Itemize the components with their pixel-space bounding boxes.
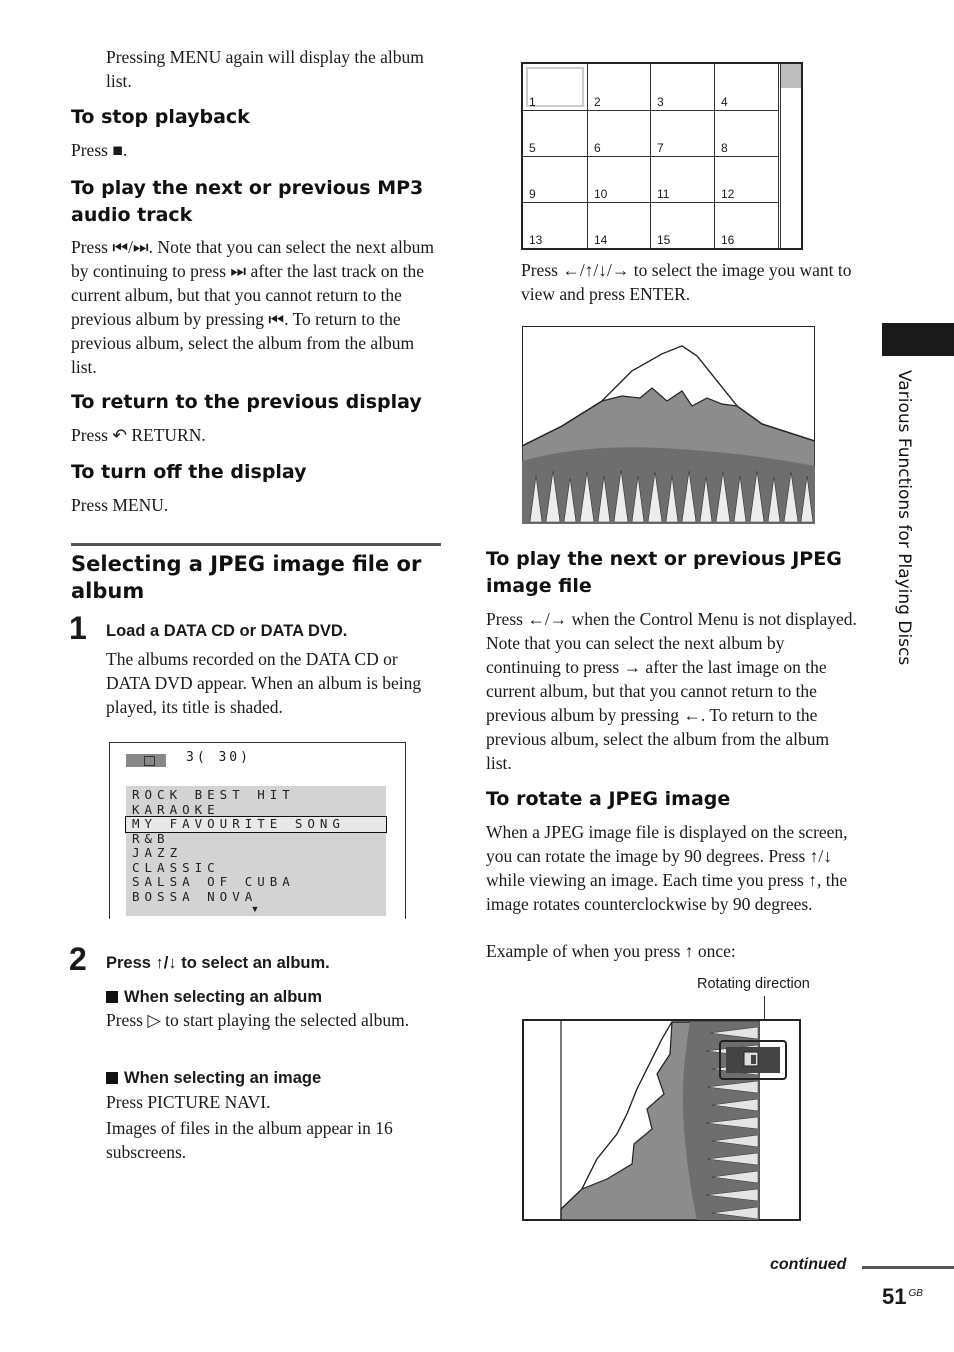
section-divider <box>71 543 441 546</box>
jpeg-next-heading: To play the next or previous JPEG image file <box>486 548 842 597</box>
stop-playback-text: Press ■. <box>71 140 128 160</box>
grid-cell[interactable]: 13 <box>523 203 588 248</box>
album-item-selected[interactable]: MY FAVOURITE SONG <box>126 817 386 832</box>
grid-cell[interactable]: 4 <box>715 64 779 111</box>
step-1-text: The albums recorded on the DATA CD or DATA DVD appear. When an album is being played, its title is shaded. <box>106 649 422 717</box>
jpeg-next-text: Press ←/→ when the Control Menu is not displayed. Note that you can select the next album by continuing to press → after the last image on the current album, but that you cannot return to the previous album by pressing ←. To return to the previous album, select the album from the album list. <box>486 609 857 773</box>
intro-text: Pressing MENU again will display the album list. <box>106 47 424 91</box>
album-item[interactable]: KARAOKE <box>132 801 220 817</box>
grid-cell[interactable]: 1 <box>523 64 588 111</box>
album-item[interactable]: ROCK BEST HIT <box>132 787 295 802</box>
grid-cell[interactable]: 9 <box>523 157 588 203</box>
grid-cell[interactable]: 3 <box>651 64 715 111</box>
rotate-text: When a JPEG image file is displayed on the screen, you can rotate the image by 90 degrees. Press ↑/↓ while viewing an image. Each time you press ↑, the image rotates counterclockwise by 90 degrees. <box>486 822 848 914</box>
grid-cell[interactable]: 8 <box>715 111 779 157</box>
grid-cell[interactable]: 16 <box>715 203 779 248</box>
grid-caption: Press ←/↑/↓/→ to select the image you want to view and press ENTER. <box>521 260 852 304</box>
mp3-text: Press ⏮/⏭. Note that you can select the next album by continuing to press ⏭ after the last track on the current album, but that you cannot return to the previous album by pressing ⏮. To return to the previous album, select the album from the album list. <box>71 237 434 377</box>
side-tab-label: Various Functions for Playing Discs <box>894 370 914 666</box>
picture-navi-text: Press PICTURE NAVI. <box>106 1092 271 1112</box>
section-title: Selecting a JPEG image file or album <box>71 552 422 603</box>
rotated-image <box>522 1019 801 1221</box>
mp3-heading: To play the next or previous MP3 audio track <box>71 177 424 226</box>
turn-off-display-text: Press MENU. <box>71 495 169 515</box>
turn-off-display-heading: To turn off the display <box>71 461 307 483</box>
grid-cell[interactable]: 15 <box>651 203 715 248</box>
when-selecting-album-heading: When selecting an album <box>106 986 322 1008</box>
album-count: 3( 30) <box>186 750 251 765</box>
mountain-image <box>522 326 815 524</box>
subscreens-text: Images of files in the album appear in 16 subscreens. <box>106 1118 393 1162</box>
footer-rule <box>862 1266 954 1269</box>
picture-navi-grid <box>521 62 803 250</box>
step-1-number: 1 <box>69 610 87 646</box>
continued-label: continued <box>770 1256 847 1273</box>
when-selecting-image-heading: When selecting an image <box>106 1067 321 1089</box>
album-item[interactable]: R&B <box>132 830 170 846</box>
rotate-heading: To rotate a JPEG image <box>486 788 731 810</box>
scroll-down-icon: ▼ <box>250 904 260 914</box>
album-item[interactable]: JAZZ <box>132 845 183 860</box>
return-display-text: Press ↶ RETURN. <box>71 425 206 445</box>
step-2-number: 2 <box>69 941 87 977</box>
grid-cell[interactable]: 11 <box>651 157 715 203</box>
rotating-direction-label: Rotating direction <box>697 976 810 992</box>
album-item[interactable]: BOSSA NOVA <box>132 888 258 904</box>
section-side-tab <box>882 323 954 356</box>
stop-playback-heading: To stop playback <box>71 106 250 128</box>
grid-cell[interactable]: 14 <box>588 203 651 248</box>
album-item[interactable]: CLASSIC <box>132 859 220 875</box>
return-display-heading: To return to the previous display <box>71 391 422 413</box>
disc-icon <box>126 754 166 767</box>
square-bullet-icon <box>106 991 118 1003</box>
grid-cell[interactable]: 10 <box>588 157 651 203</box>
grid-cell[interactable]: 12 <box>715 157 779 203</box>
grid-cell[interactable]: 6 <box>588 111 651 157</box>
square-bullet-icon <box>106 1072 118 1084</box>
album-list <box>126 786 386 916</box>
rotate-example-text: Example of when you press ↑ once: <box>486 941 736 961</box>
grid-cell[interactable]: 2 <box>588 64 651 111</box>
step-1-title: Load a DATA CD or DATA DVD. <box>106 622 348 640</box>
grid-cell[interactable]: 7 <box>651 111 715 157</box>
grid-scrollbar-thumb[interactable] <box>781 64 801 88</box>
grid-scrollbar[interactable] <box>780 64 801 248</box>
grid-cell[interactable]: 5 <box>523 111 588 157</box>
album-item[interactable]: SALSA OF CUBA <box>132 874 295 889</box>
step-2-title: Press ↑/↓ to select an album. <box>106 954 330 972</box>
when-selecting-album-text: Press ▷ to start playing the selected album. <box>106 1010 410 1030</box>
page-number: 51 $^{GB}$ <box>882 1284 923 1309</box>
